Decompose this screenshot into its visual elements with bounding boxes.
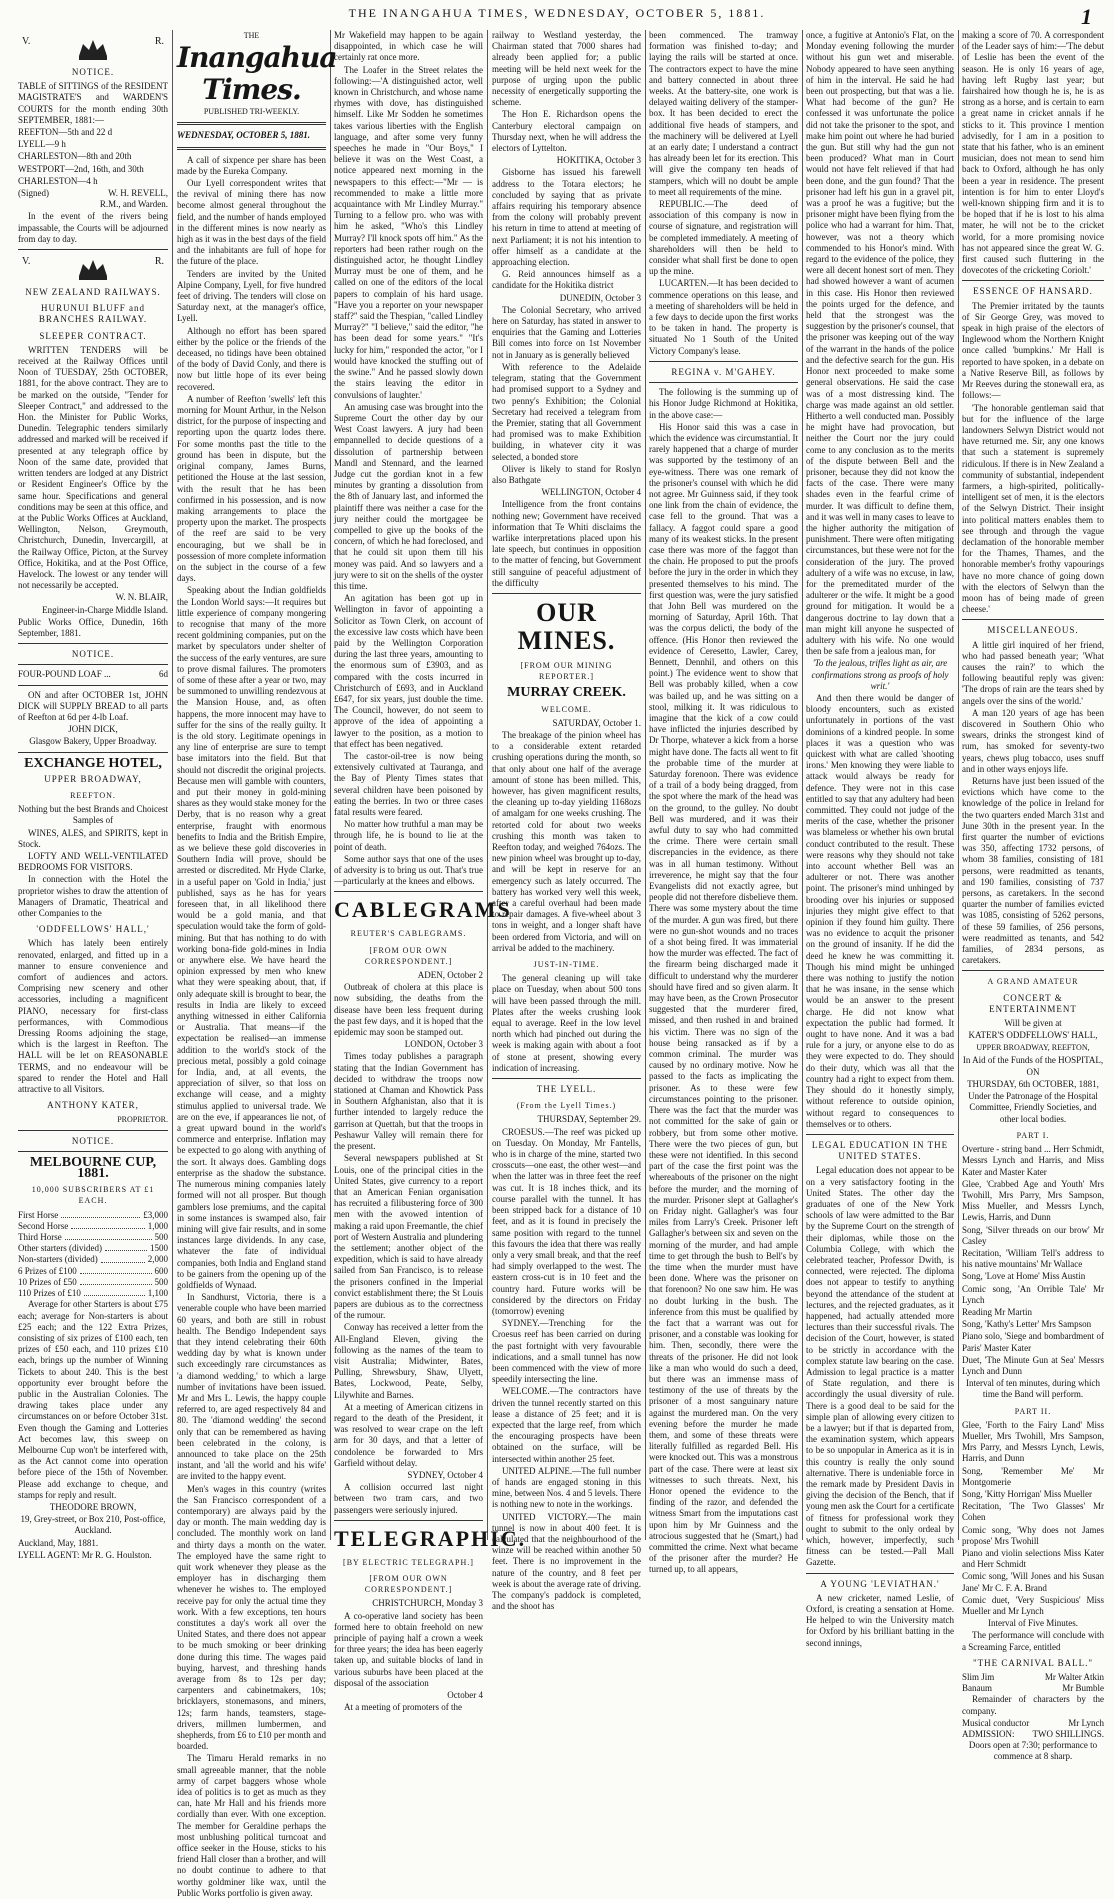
bread-address: Glasgow Bakery, Upper Broadway. [29, 736, 157, 747]
article-paragraph: His Honor said this was a case in which the evidence was circumstantial. It rarely happened that a charge of murder was supported by the testimony of an eye-witness. There was one remark of the prisoner's counsel with which he did not agree. Mr Guinness said, if they took one link from the chain of evidence, the case fell to the ground. That was a fallacy. A faggot could spare a good many of its weakest sticks. In the present case there was more of the faggot than the chain. He proposed to put the proofs before the jury in the order in which they presented themselves to his mind. The first question was, were the jury satisfied that John Bell was murdered on the morning of Saturday, April 16th. That was the corpus delicti, the body of the offence. (His Honor then reviewed the evidence of Ceresetto, Lawler, Carey, Bennett, Dennhil, and others on this point.) The evidence went to show that Bell was probably killed, when a cow was bailed up, and he was sitting on a stool, milking it. It was ridiculous to imagine that the kick of a cow could have inflicted the injuries described by Dr Thorpe, whatever a kick from a horse might have done. The facts all went to fit the probable time of the murder at Saturday forenoon. There was evidence of a trail of a body being dragged, from the spot where the mark of the head was on the ground, to the gulley. No doubt Bell was murdered, and it was their awful duty to say who had committed the crime. There were certain small discrepancies in the evidence, as there was in all human testimony. Without irreverence, he might say that the four Evangelists did not exactly agree, but people did not therefore disbelieve them. There was some mystery about the time of the murder. A gun was fired, but there were no gun-shot wounds and no traces of a shot being fired. It was immaterial how the murder was effected. The fact of the firearm being discharged made it difficult to understand why the murderer should have fired and so given alarm. It may have been, as the Crown Prosecutor suggested that the murderer fired, missed, and then rushed in and brained his victim. There was no sign of the house being ransacked as if by a common criminal. The murder was caused by no ordinary motive. Now he passed to the facts as implicating the prisoner. As to these were few circumstances pointing to the prisoner. There was the fact that the murder was not committed for the sake of gain or robbery, but from some other motive. There were the two pieces of gun, but these were not identified. In this second part of the case the first point was the whereabouts of the prisoner on the night before the murder, and the morning of the murder. Prisoner slept at Gallagher's on Friday night. Gallagher's was four miles from Larry's Creek. Prisoner left Gallagher's between six and seven on the morning of the murder, and had ample time to get through the bush to Bell's by the time when the murder must have been done. Where was the prisoner on that forenoon? No one saw him. He was no doubt lurking in the bush. The inference from this must be qualified by the fact that a warrant was out for prisoner, and a constable was looking for him. Then, secondly, there were the threats of the prisoner. He did not look like a man who would do such a deed, but there was an immense mass of testimony of the use of threats by the prisoner of a most sanguinary nature against the murdered man. On the very evening before the murder he made them, and some of these threats were literally fulfilled as regarded Bell. His were knocked out. This was a monstrous part of the case. There were at least six witnesses to such threats. Next, his Honor opened the evidence to the finding of the razor, and defended the witness Smart from the imputations cast upon him by Mr Guinness and the atrocious suggested that he (Smart,) had committed the crime. Next what became of the prisoner after the murder? He turned up, to all appears, [649, 421, 798, 1575]
dateline-place: SYDNEY, October 4 [407, 1469, 483, 1480]
telegraphic-heading: TELEGRAPHIC. [334, 1525, 527, 1551]
article-paragraph: once, a fugitive at Antonio's Flat, on the Monday evening following the murder without his gun wet and miserable. Nobody appeared to have seen anything of him in the interval. He said he had been out prospecting, but that was a lie. What had become of the gun? He confessed it was unfortunate the police did not take the prisoner to the spot, and make him point out where he had buried the gun. But still why had the gun not been produced? What man in Court would not have felt relieved if that had been done, and the gun found? That the prisoner had left his gun in a gravel pit, was a proof he was a fugitive; but the prisoner might have been flying from the police who had a warrant for him. That, however, was not a theory which commended to his Honor's mind. With regard to the evidence of the police, they were all decent honest sort of men. They had showed however a want of acumen in this case. His Honor then reviewed the points urged for the defence, and held that the strongest was the suggestion by the prisoner's counsel, that the prisoner was keeping out of the way of the warrant in the hands of the police and the defective search for the gun. His Honor next proceeded to make some general observations. He said the case was of a most distressing kind. The charge was made against an old settler. Hitherto a well conducted man. Possibly he might have had provocation, but neither the Court nor the jury could come to any conclusion as to the merits of the dispute between Bell and the prisoner, because they did not know the facts of the case. There were many shades even in the fearful crime of murder. It was difficult to define them, and it was well in many cases to leave to the higher authority the mitigation of punishment. There were often mitigating circumstances, but these were not for the consideration of the jury. The proved adultery of a wife was no excuse, in law, for the premeditated murder of the adulterer or the wife. It might be a good ground for mitigation. It would be a dangerous doctrine to lay down that a man might kill anyone he suspected of adultery with his wife. No one would then be safe from a jealous man, for [806, 30, 954, 657]
prize-table [18, 1210, 168, 1300]
concert-patron: Under the Patronage of the Hospital Committee, Friendly Societies, and other local bodies. [968, 1091, 1098, 1124]
concert-on: ON [1026, 1066, 1040, 1077]
column-7 [962, 30, 1104, 1762]
mines-heading: OUR MINES. [517, 597, 616, 655]
article-paragraph: The Premier irritated by the taunts of Sir George Grey, was moved to speak in high praise of the electors of Inglewood whom the Northern Knight once called 'bumpkins.' Mr Hall is reported to have spoken, in a debate on a Native Reserve Bill, as follows by Mr Reeves during the stonewall era, as follows:— [962, 300, 1104, 401]
article-paragraph: The Colonial Secretary, who arrived here on Saturday, has stated in answer to enquiries that the Gaming and Lotteries Bill comes into force on 1st November not in January as is generally believed [492, 304, 641, 360]
article-paragraph: The castor-oil-tree is now being extensively cultivated at Tauranga, and the Bay of Plenty Times states that several children have been poisoned by eating the berries. In two or three cases fatal results were feared. [334, 751, 483, 818]
column-rule [330, 30, 331, 1540]
column-5 [649, 30, 798, 1575]
prize-row: Second Horse 1,000 [18, 1220, 168, 1231]
program-item: Comic song, 'Will Jones and his Susan Jane' Mr C. F. A. Brand [962, 1571, 1104, 1593]
notice-heading: NOTICE. [71, 67, 115, 77]
article-paragraph: A new cricketer, named Leslie, of Oxford, is creating a sensation at Home. He helped to win the University match for Oxford by his brilliant batting in the second innings, [806, 1592, 954, 1648]
dateline-place: HOKITIKA, October 3 [556, 155, 641, 166]
dateline-place: THURSDAY, September 29. [537, 1114, 641, 1125]
hotel-text: In connection with the Hotel the proprietor wishes to draw the attention of Managers of Dramatic, Theatrical and other Companies to the [18, 874, 168, 918]
cup-subheading: 10,000 SUBSCRIBERS AT £1 EACH. [31, 1185, 155, 1206]
hotel-place: REEFTON. [70, 790, 116, 800]
column-1 [18, 30, 168, 1560]
column-6 [806, 30, 954, 1648]
loaf-price-row: FOUR-POUND LOAF ... 6d [18, 669, 168, 680]
hotel-signature: ANTHONY KATER, [47, 1100, 139, 1111]
royal-crest-header: V. R. [22, 256, 164, 282]
misc-heading: MISCELLANEOUS. [987, 625, 1079, 636]
prize-row: Other starters (divided) 1500 [18, 1243, 168, 1254]
program-item: Song, 'Kathy's Letter' Mrs Sampson [962, 1319, 1092, 1330]
telegraphic-from: [FROM OUR OWN CORRESPONDENT.] [364, 1574, 453, 1595]
admission-row: ADMISSION: TWO SHILLINGS. [962, 1729, 1104, 1740]
railway-heading: NEW ZEALAND RAILWAYS. [25, 287, 161, 298]
royal-crest-icon [73, 256, 113, 282]
article-paragraph: Some author says that one of the uses of adversity is to bring us out. That's true—particularly at the knees and elbows. [334, 853, 483, 887]
article-paragraph: Oliver is likely to stand for Roslyn also Bathgate [492, 463, 641, 485]
article-paragraph: The following is the summing up of his Honor Judge Richmond at Hokitika, in the above case:— [649, 387, 798, 420]
notice-footer: In the event of the rivers being impassable, the Courts will be adjourned from day to day. [18, 211, 168, 244]
railway-body: WRITTEN TENDERS will be received at the Railway Offices until Noon of TUESDAY, 25th OCTOBER, 1881, for the above contract. They are to be marked on the outside, "Tender for Sleeper Contract," and addressed to the Hon. the Minister for Public Works, Dunedin. Telegraphic tenders similarly addressed and marked will be received if presented at any telegraph office by Noon of the same date, provided that written tenders are lodged at any District or Resident Engineer's Office by the same hour. Specifications and general conditions may be seen at this office, and at the Public Works Offices at Auckland, Wellington, Nelson, Greymouth, Christchurch, Dunedin, Invercargill, at the Railway Office, Picton, at the Survey Office, Hokitika, and at the Post Office, Havelock. The lowest or any tender will not necessarily be accepted. [18, 344, 168, 591]
article-paragraph: Returns have just been issued of the evictions which have come to the knowledge of the police in Ireland for the two quarters ended March 31st and June 30th in the present year. In the first quarter the number of evictions was 350, affecting 1732 persons, of whom 38 families, consisting of 181 persons, were readmitted as tenants, and 190 families, consisting of 737 persons, as caretakers. In the second quarter the number of families evicted was 1085, consisting of 5262 persons, of these 59 families, of 256 persons, were readmitted as tenants, and 542 families, of 2834 persons, as caretakers. [962, 776, 1104, 966]
article-paragraph: SYDNEY.—Trenching for the Croesus reef has been carried on during the past fortnight with very favourable indications, and a small tunnel has now been commenced with the view of more speedily intersecting the line. [492, 1318, 641, 1385]
article-paragraph: REPUBLIC.—The deed of association of this company is now in course of signature, and registration will be completed immediately. A meeting of shareholders will then be held to consider what shall first be done to open up the mine. [649, 199, 798, 277]
column-3 [334, 30, 527, 1713]
column-rule [172, 30, 173, 1540]
railway-signature: W. N. BLAIR, [115, 592, 168, 603]
article-quote: 'To the jealous, trifles light as air, are confirmations strong as proofs of holy writ.' [811, 658, 949, 691]
dateline: WEDNESDAY, OCTOBER 5, 1881. [177, 130, 311, 141]
article-paragraph: LUCARTEN.—It has been decided to commence operations on this lease, and a meeting of shareholders will be held in a few days to decide upon the first works to be taken in hand. The property is situated No 1 South of the United Victory Company's lease. [649, 278, 798, 356]
article-paragraph: The Hon E. Richardson opens the Canterbury electoral campaign on Thursday next, when he will address the electors of Lyttelton. [492, 109, 641, 154]
notice-heading: NOTICE. [71, 1135, 115, 1146]
cast-note: Remainder of characters by the company. [962, 1694, 1104, 1716]
column-rule [645, 30, 646, 1540]
notice-heading: NOTICE. [71, 649, 115, 660]
concert-date: THURSDAY, 6th OCTOBER, 1881, [967, 1079, 1099, 1090]
concert-hall: KATER'S ODDFELLOWS' HALL, [968, 1030, 1098, 1041]
article-paragraph: UNITED ALPINE.—The full number of hands are engaged stoning in this mine, between Nos. 4 and 5 levels. There is nothing new to note in the workings. [492, 1465, 641, 1510]
program-item: Song, 'Silver threads on our brow' Mr Casley [962, 1224, 1104, 1246]
lyell-heading: THE LYELL. [536, 1084, 597, 1095]
cup-address: 19, Grey-street, or Box 210, Post-office, Auckland. [20, 1514, 166, 1536]
cup-text: Average for other Starters is about £75 each; average for Non-starters is about £25 each; and the 122 Extra Prizes, consisting of six prizes of £100 each, ten prizes of £50 each, and 110 prizes £10 each, brings up the number of Winning Tickets to about 240. This is the best opportunity ever brought before the public in the Australian Colonies. The drawing takes place under any circumstances on or before October 31st. Even though the Gaming and Lotteries Act becomes law, this sweep on Melbourne Cup won't be interfered with, as the Act cannot come into operation before piece of the 15th of November. Please add exchange to cheque, and stamps for reply and result. [18, 1299, 168, 1500]
article-paragraph: With reference to the Adelaide telegram, stating that the Government had promised support to a Sydney and two penny's Exhibition; the Colonial Secretary had received a telegram from the Premier, stating that all Government had promised was to make Exhibition building, in whatever city it was selected, a bonded store [492, 361, 641, 462]
essence-heading: ESSENCE OF HANSARD. [973, 286, 1093, 297]
dateline-place: LONDON, October 3 [404, 1039, 483, 1050]
part-two-heading: PART II. [1014, 1406, 1052, 1416]
hotel-text: Nothing but the best Brands and Choicest Samples of [18, 804, 168, 826]
hotel-subheading: UPPER BROADWAY, [44, 773, 142, 784]
cup-signature: THEODORE BROWN, [49, 1501, 137, 1512]
article-paragraph: An agitation has been got up in Wellington in favor of appointing a Solicitor as Town Clerk, on account of the excessive law costs which have been paid by the Wellington Corporation during the last three years, amounting to the enormous sum of £3903, and as compared with the costs incurred in Christchurch of £693, and in Auckland £647, for six years, just double the time. The Council, however, do not seem to approve of the idea of appointing a lawyer to the position, as a motion to that effect has been negatived. [334, 593, 483, 749]
part-one-heading: PART I. [1016, 1130, 1050, 1140]
article-paragraph: Conway has received a letter from the All-England Eleven, giving the following as the names of the team to visit Australia; Midwinter, Bates, Pulling, Shrewsbury, Shaw, Ulyett, Bates, Lockwood, Peate, Selby, Lilywhite and Barnes. [334, 1322, 483, 1400]
dateline-place: CHRISTCHURCH, Monday 3 [372, 1598, 483, 1609]
prize-row: First Horse £3,000 [18, 1209, 168, 1220]
cablegrams-sub: REUTER'S CABLEGRAMS. [350, 929, 467, 939]
railway-subheading: HURUNUI BLUFF and BRANCHES RAILWAY. [38, 303, 148, 325]
page-masthead [0, 6, 1114, 28]
article-paragraph: At a meeting of promoters of the [344, 1702, 462, 1713]
article-paragraph: G. Reid announces himself as a candidate for the Hokitika district [492, 269, 641, 291]
lyell-from: (From the Lyell Times.) [516, 1101, 617, 1111]
article-paragraph: Tenders are invited by the United Alpine Company, Lyell, for five hundred feet of driving. The tenders will close on Saturday next, at the manager's office, Lyell. [177, 268, 326, 324]
article-paragraph: Legal education does not appear to be on a very satisfactory footing in the United States. The other day the graduates of one of the New York schools of law were admitted to the Bar by the Supreme Court on the strength of their diplomas, while those on the Columbia College, with which the celebrated teacher, Professor Dwith, is connected, were rejected. The diploma does not appear to testify to anything beyond the attendance of the student at lectures, and the rejected graduates, as it happened, had actually attended more lectures than their successful rivals. The decision of the Court, however, is stated to be strictly in accordance with the complex statute law bearing on the case. Admission to legal practice is a matter of State regulation, and there is accordingly the usual diversity of rule. There is a good deal to be said for the simple plan of allowing every citizen to be a lawyer; but if that is departed from, the examination system, which appears to be so unpopular in America as it is in this country is really the only sound alternative. There is undeniable force in the remark made by President Davis in giving the decision of the Bench, that if young men ask the Court for a certificate of fitness for professional work they ought to submit to the only ordeal by which, however, imperfectly, such fitness can be tested.—Pall Mall Gazette. [806, 1165, 954, 1568]
program-item: Duet, 'The Minute Gun at Sea' Messrs Lynch and Dunn [962, 1354, 1104, 1376]
article-paragraph: The general cleaning up will take place on Tuesday, when about 500 tons will have been passed through the mill. Plates after the weeks crushing look equal to average. Reef in the low level north which had pinched out during the week is making again with about a foot of stone at present, showing every indication of increasing. [492, 973, 641, 1073]
bread-notice: ON and after OCTOBER 1st, JOHN DICK will SUPPLY BREAD to all parts of Reefton at 6d per 4-lb Loaf. [18, 689, 168, 722]
sitting-item: WESTPORT—2nd, 16th, and 30th [18, 163, 144, 174]
article-paragraph: And then there would be danger of bloody encounters, such as existed unfortunately in portions of the vast dominions of a kindred people. In some places it was a question who was quickest with what are called 'shooting irons.' Men knowing they were liable to attack would always be ready for defence. They were not in this case entitled to say that any adultery had been committed. They could not judge of the merits of the case, whether the prisoner was blameless or whether his own brutal conduct contributed to the result. These were reasons why they should not take into account whether Bell was an adulterer or not. There was another point. The prisoner's mind unhinged by brooding over his injuries or supposed injuries they might give effect to that opinion if they found him guilty. There was no evidence to acquit the prisoner on the ground of insanity. If he did the deed he knew he was committing it. Though his mind might be unhinged there was nothing to justify the notion that he was insane, in the sense which would be an answer to the present charge. He did not know what expectation the public had formed. It ought to have none. And it was a bad rule for a jury, or anyone else to do as they were expected to do. They should do their duty, which was all that the country had a right to expect from them. They should do it honestly simply, without reference to outside opinion, without regard to consequences to themselves or to others. [806, 692, 954, 1129]
article-paragraph: A little girl inquired of her friend, who had passed beneath year; 'What causes the rain?' to which the following beautiful reply was given: 'The drops of rain are the tears shed by angels over the sins of the world.' [962, 639, 1104, 706]
title-the: THE [243, 31, 260, 40]
sitting-item: CHARLESTON—4 h [18, 175, 98, 186]
telegraphic-sub: [BY ELECTRIC TELEGRAPH.] [343, 1557, 474, 1567]
cup-date: Auckland, May, 1881. [18, 1537, 99, 1548]
doors-note: Doors open at 7:30; performance to commence at 8 sharp. [968, 1740, 1098, 1762]
legal-heading: LEGAL EDUCATION IN THE UNITED STATES. [811, 1139, 949, 1162]
royal-crest-icon [73, 36, 113, 62]
cup-heading: MELBOURNE CUP, 1881. [29, 1154, 157, 1182]
column-2 [177, 30, 337, 1898]
conductor-row: Musical conductor Mr Lynch [962, 1717, 1104, 1728]
hotel-text: WINES, ALES, and SPIRITS, kept in Stock. [18, 827, 168, 849]
mines-from: [FROM OUR MINING REPORTER.] [520, 660, 613, 682]
railway-sig-title: Engineer-in-Charge Middle Island. [42, 604, 168, 615]
concert-pre: A GRAND AMATEUR [987, 977, 1079, 987]
cablegrams-heading: CABLEGRAMS [334, 897, 512, 923]
article-paragraph: A call of sixpence per share has been made by the Eureka Company. [177, 154, 326, 176]
dateline-place: DUNEDIN, October 3 [559, 292, 641, 303]
program-item: Recitation, 'The Two Glasses' Mr Cohen [962, 1501, 1104, 1523]
program-item: Comic song, 'An Orrible Tale' Mr Lynch [962, 1283, 1104, 1305]
just-in-time-heading: JUST-IN-TIME. [533, 960, 600, 970]
article-paragraph: The Timaru Herald remarks in no small agreeable manner, that the noble army of carpet baggers whose whole idea of politics is to get as much as they can, hate Mr Hall and his friends more cordially than ever. With one exception. The member for Geraldine perhaps the most unblushing political turncoat and office seeker in the House, sticks to his friend Hall closer than a brother, and will no doubt continue to adhere to that worthy goldminer like wax, until the Public Works portfolio is given away. [177, 1753, 326, 1898]
regina-heading: REGINA v. M'GAHEY. [671, 366, 776, 377]
program-item: Song, 'Remember Me' Mr Montgomerie [962, 1465, 1104, 1487]
page-number: 1 [1081, 4, 1092, 29]
article-paragraph: The breakage of the pinion wheel has to a considerable extent retarded crushing operations during the month, so that only about one half of the average amount of stone has been milled. This, however, has given magnificent results, the cleaning up to-day yielding 1168ozs of amalgam for one weeks crushing. The retorted cold for about two weeks crushing this month was taken to Reefton today, and weighed 764ozs. The new pinion wheel was brought up to-day, and will be kept in reserve for an emergency such as lately occurred. The battery has worked very well this week, after a careful overhaul had been made to repair damages. A five-wheel about 3 tons in weight, and a longer shaft have been ordered from Victoria, and will on arrival be added to the machinery. [492, 729, 641, 953]
hotel-proprietor: PROPRIETOR. [117, 1115, 168, 1125]
column-rule [958, 30, 959, 1540]
welcome-heading: WELCOME. [541, 704, 592, 714]
cablegrams-from: [FROM OUR OWN CORRESPONDENT.] [364, 945, 453, 966]
program-item: Piano and violin selections Miss Kater and Herr Schmidt [962, 1548, 1104, 1570]
bread-signature: JOHN DICK, [68, 724, 118, 735]
cast-row: Slim Jim Mr Walter Atkin [962, 1672, 1104, 1683]
railway-date: Public Works Office, Dunedin, 16th September, 1881. [18, 616, 168, 638]
program-item: Glee, 'Forth to the Fairy Land' Miss Mueller, Mrs Twohill, Mrs Sampson, Mrs Parry, and Messrs Lynch, Lewis, Harris, and Dunn [962, 1419, 1104, 1464]
article-paragraph: 'The honorable gentleman said that but for the influence of the large landowners Selwyn District would not have returned me. Sir, any one knows that such a statement is supremely ridiculous. If there is in New Zealand a community of substantial, independent farmers, a high-spirited, politically-intelligent set of men, it is the electors of the Selwyn District. Their insight into political matters enables them to see through and through the vague declamation of the honorable member for the Thames, Thames, and the honorable member's frothy vapourings have no more chance of going down with the electors of Selwyn than the moon has of being made of green cheese.' [962, 402, 1104, 615]
program-item: Song, 'Kitty Horrigan' Miss Mueller [962, 1488, 1092, 1499]
program-item: Comic song, 'Why does not James propose' Mrs Twohill [962, 1524, 1104, 1546]
article-paragraph: making a score of 70. A correspondent of the Leader says of him:—'The debut of Leslie has been the event of the season. He is only 16 years of age, having left Rugby last year; but fairshaired how though he is, he is as strong as a horse, and is certain to earn a great name in cricket annals if he sticks to it. This province I mention advisedly, for I am in a position to state that his father, who is an eminent musician, does not mean to send him back to Oxford, although he has only been a year in residence. The present intention is for him to enter Lloyd's well-known shipping firm and it is to be hoped that if he is lost to his alma mater, he will not be to the cricket world, for a more promising novice has not appeared since the great W. G. first caused such fluttering in the dovecotes of the cricketing Coriolt.' [962, 30, 1104, 276]
article-paragraph: Intelligence from the front contains nothing new; Government have received information that Te Whiti disclaims the warlike interpretations placed upon his late speech, but continues in opposition to the matter of fencing, but Government still sanguine of peaceful adjustment of the difficulty [492, 499, 641, 588]
article-paragraph: Speaking about the Indian goldfields the London World says:—It requires but little experience of company mongering to recognise that many of the more recent goldmining companies, put on the market by speculators under shelter of the success of the early ventures, are sure to prove dismal failures. The promoters of some of these after a year or two, may be summoned to unwilling rendezvous at the Mansion House, and, as often happens, the more innocent may have to suffer for the sins of the really guilty. It is the old story. Legitimate openings in any line of enterprise are sure to tempt base imitators into the field. But that should not discredit the original projects. Because men will gamble with counters, and put their money in gold-mining shares as they would stake money for the Derby, that is no reason why a great enterprise, fraught with enormous benefits to India and the British Empire, as we believe these gold discoveries in Southern India will prove, should be arrested or discredited. Mr Hyde Clarke, in a useful paper on 'Gold in India,' just published, says as he has for years foreseen that, in all likelihood there would be a gold mania, and that speculation would take the form of gold-mining. But that has nothing to do with working bona-fide gold-mines in India or anywhere else. We have heard the opinion expressed by men who knew what they were speaking about, that, if only adequate skill is brought to bear, the results in India are likely to exceed anything witnessed in either California or Australia. That means—if the expectation be realised—an immense addition to the world's stock of the precious metal, possibly a gold coinage for India, and, at all events, the appreciation of silver, so that loss on exchange will cease, and a mighty stimulus applied to universal trade. We are on the eve, if appearances lie not, of a great upward bound in the world's commerce and enterprise. Inflation may be expected to go along with anything of the sort. It always does. Gambling dogs enterprise as the shadow the substance. The numerous mining companies lately formed will not all prosper. But though gamblers lose premiums, and the capital in some instances is swamped also, fair mining will give fair results, and in some instances large dividends. In any case, whatever the fate of individual companies, both India and England stand to be gainers from the opening up of the goldfields of Wynaad. [177, 585, 326, 1290]
program-item: Overture - string band ... Herr Schmidt, Messrs Lynch and Harris, and Miss Kater and Master Kater [962, 1144, 1104, 1177]
article-paragraph: Gisborne has issued his farewell address to the Totara electors; he concluded by saying that as private affairs requiring his temporary absence from the colony will probably prevent his return in time to attend at meeting of next Parliament; it is not his intention to offer himself as a candidate at the approaching election. [492, 167, 641, 268]
cast-row: Banaum Mr Bumble [962, 1683, 1104, 1694]
farce-intro: The performance will conclude with a Screaming Farce, entitled [962, 1630, 1104, 1652]
column-rule [487, 30, 488, 1540]
article-paragraph: Mr Wakefield may happen to be again disappointed, in which case he will certainly rat once more. [334, 30, 483, 63]
dateline-place: October 4 [447, 1690, 483, 1701]
cup-agent: LYELL AGENT: Mr R. G. Houlston. [18, 1549, 152, 1560]
railway-contract: SLEEPER CONTRACT. [39, 330, 147, 341]
newspaper-columns [18, 30, 1104, 1898]
article-paragraph: WELCOME.—The contractors have driven the tunnel recently started on this lease a distance of 25 feet; and it is expected that the large reef, from which the encouraging prospects have been obtained on the surface, will be intersected within another 25 feet. [492, 1386, 641, 1464]
article-paragraph: Several newspapers published at St Louis, one of the principal cities in the United States, give currency to a report that an American Fenian organisation has recruited a filibustering force of 300 men with the avowed intention of making a raid upon Freemantle, the chief port of Western Australia and plundering the settlement; another object of the expedition, which is said to have already sailed from San Francisco, is to release the prisoners confined in the Imperial convict establishment there; the St Louis papers are dubious as to the correctness of the rumour. [334, 1153, 483, 1321]
hotel-hall: 'ODDFELLOWS' HALL,' [36, 924, 150, 935]
sitting-item: CHARLESTON—8th and 20th [18, 151, 132, 162]
column-4 [492, 30, 641, 1612]
hotel-heading: EXCHANGE HOTEL, [24, 755, 162, 771]
royal-crest-header: V. R. [22, 36, 164, 62]
program-item: Reading Mr Martin [962, 1306, 1032, 1317]
column-rule [802, 30, 803, 1540]
concert-street: UPPER BROADWAY, REEFTON, [976, 1043, 1090, 1053]
prize-row: Third Horse 500 [18, 1232, 168, 1243]
program-item: Song, 'Love at Home' Miss Austin [962, 1271, 1086, 1282]
article-paragraph: UNITED VICTORY.—The main tunnel is now in about 400 feet. It is calculated that the neighbourhood of the winze will be reached within another 50 feet. There is no improvement in the nature of the country, and 8 feet per week is about the average rate of driving. The company's paddock is completed, and the shoot has [492, 1511, 641, 1612]
article-paragraph: been commenced. The tramway formation was finished to-day; and laying the rails will be started at once. The contractors expect to have the mine and battery connected in about three weeks. At the battery-site, one work is delayed waiting delivery of the stamper-box. It has been decided to erect the additional five heads of stampers, and the machinery will be delivered at Lyell at an early date; I understand a contract has already been let for its erection. This will give the company ten heads of stampers, which will no doubt be ample to meet all requirements of the mine. [649, 30, 798, 197]
signed-label: (Signed) [18, 188, 49, 199]
article-paragraph: CROESUS.—The reef was picked up on Tuesday. On Monday, Mr Fantells, who is in charge of the mine, started two crosscuts—one east, the other west—and when the latter was in three feet the reef was cut. It is 18 inches thick, and its course parallel with the tunnel. It has been stripped back for a distance of 10 feet, and as it is found in precisely the same position with regard to the tunnel this favours the idea that there was really only a very small break, and that the reef had simply overlapped to the west. The eastern cross-cut is in 10 feet and the country hard. Future works will be considered by the directors on Friday (tomorrow) evening [492, 1126, 641, 1316]
article-paragraph: A number of Reefton 'swells' left this morning for Mount Arthur, in the Nelson district, for the purpose of inspecting and reporting upon the quartz lodes there. For some months past the title to the ground has been in dispute, but the original company, James Burns, petitioned the House at the last session, with the result that he has been confirmed in his possession, and is now making arrangements to place the property upon the market. The prospects of the reef are said to be very encouraging, but we shall be in possession of more complete information on the subject in the course of a few days. [177, 393, 326, 584]
article-paragraph: Men's wages in this country (writes the San Francisco correspondent of a contemporary) are always paid by the day or month. The main wedding day is concluded. The monthly work on land and thirty days a month on the water. The employed have the same right to quit work whenever they please as the employer has in discharging them whenever he wishes to. The employed receive pay for only the actual time they work. With a few exceptions, ten hours constitutes a day's work all over the United States, and there does not appear to be much smoking or beer drinking done during this time. The wages paid buying, harvest, and threshing hands average from 8s to 12s per day; carpenters and cabinetmakers, 10s; bricklayers, stonemasons, and miners, 12s; farm hands, teamsters, stage-drivers, millmen lumbermen, and shepherds, from £6 to £10 per month and boarded. [177, 1483, 326, 1752]
program-item: Piano solo, 'Siege and bombardment of Paris' Master Kater [962, 1331, 1104, 1353]
hotel-text: LOFTY AND WELL-VENTILATED BEDROOMS FOR VISITORS. [18, 850, 168, 873]
hotel-text: Which has lately been entirely renovated, enlarged, and fitted up in a manner to ensure convenience and comfort of audiences and actors. Comprising new scenery and other accessories, including a magnificent PIANO, necessary for first-class performances, with Commodious Dressing Rooms adjoining the stage, which is the largest in Reefton. The HALL will be let on REASONABLE TERMS, and no endeavour will be spared to render the Hotel and Hall attractive to all Visitors. [18, 938, 168, 1095]
article-paragraph: An amusing case was brought into the Supreme Court the other day by our West Coast lawyers. A jury had been empannelled to decide questions of a dissolution of partnership between Mandl and Stennard, and the learned Judge cut the gordian knot in a few minutes by granting a dissolution from the 8th of January last, and informed the plaintiff there was neither a case for the jury neither could the mortgagee be compelled to give up the books of the concern, of which he had foreclosed, and that he could sit upon them till his money was paid. And so lawyers and a jury were to sit on the shells of the oyster this time. [334, 401, 483, 591]
concert-aid: In Aid of the Funds of the HOSPITAL, [962, 1054, 1104, 1065]
article-paragraph: A man 120 years of age has been discovered in Southern Ohio who swears, drinks the strongest kind of rum, has smoked for seventy-two years, chews plug tobacco, uses snuff and in other ways enjoys life. [962, 707, 1104, 774]
young-heading: A YOUNG 'LEVIATHAN.' [820, 1578, 940, 1589]
running-header: THE INANGAHUA TIMES, WEDNESDAY, OCTOBER 5, 1881. [348, 6, 766, 20]
article-paragraph: A collision occurred last night between two tram cars, and two passengers were seriously injured. [334, 1482, 483, 1515]
dateline-place: ADEN, October 2 [417, 970, 483, 981]
article-paragraph: The Loafer in the Street relates the following:—'A distinguished actor, well known in Christchurch, and whose name rhymes with dove, has distinguished himself. Like Mr Sodden he sometimes takes various liberties with the English language, and after some very funny speeches he made in "Our Boys," I believe it was on the West Coast, a notice appeared next morning in the newspapers to this effect:—"Mr — is recommended to make a little more acquaintance with Mr Lindley Murray." Turning to a fellow pro. who was with him he asked, "Who's this Lindley Murray? I'll knock spots off him." As the reporters had been rather rough on the distinguished actor, he thought Lindley Murray must be one of them, and he called on one of the editors of the local papers to complain of his hard usage. "Have you a reporter on your newspaper staff?" said the Thespian, "called Lindley Murray?" "I believe," said the editor, "he has been dead for some years." "It's lucky for him," responded the actor, "or I would have knocked the stuffing out of the swine." And he passed slowly down the stairs leaving the editor in convulsions of laughter.' [334, 64, 483, 400]
article-paragraph: Our Lyell correspondent writes that the revival of mining there has now become almost general throughout the field, and the number of hands employed in the different mines is now nearly as high as it was in the best days of the field and the inhabitants are full of hope for the future of the place. [177, 178, 326, 267]
sitting-item: LYELL—9 h [18, 139, 66, 150]
concert-line: Will be given at [1004, 1018, 1062, 1029]
article-paragraph: railway to Westland yesterday, the Chairman stated that 7000 shares had already been applied for; a public meeting will be held next week for the purpose of urging upon the public necessity of energetically supporting the scheme. [492, 30, 641, 108]
prize-row: 6 Prizes of £100 600 [18, 1265, 168, 1276]
article-paragraph: In Sandhurst, Victoria, there is a venerable couple who have been married 60 years, and both are still in robust health. The Bendigo Independent says that they intend celebrating their 60th wedding day by what is known under such exceedingly rare circumstances as 'a diamond wedding,' to which a large number of invitations have been issued. Mr and Mrs L. Lewis, the happy couple referred to, are aged respectively 84 and 80. The 'diamond wedding' the second only that can be remembered as having been celebrated in the colony, is announced to take place on the 25th instant, and 'all the world and his wife' are invited to the happy event. [177, 1292, 326, 1482]
prize-row: Non-starters (divided) 2,000 [18, 1254, 168, 1265]
dateline-place: SATURDAY, October 1. [552, 717, 641, 728]
prize-row: 110 Prizes of £10 1,100 [18, 1288, 168, 1299]
signature-title: R.M., and Warden. [99, 199, 168, 210]
farce-title: "THE CARNIVAL BALL." [972, 1657, 1094, 1668]
notice-text: TABLE of SITTINGS of the RESIDENT MAGISTRATE'S and WARDEN'S COURTS for the month ending 30th SEPTEMBER, 1881:— [18, 81, 168, 125]
paper-title: Inangahua Times. [177, 41, 337, 107]
article-paragraph: A co-operative land society has been formed here to obtain freehold on new principle of paying half a crown a week for three years; the idea has been eagerly taken up, and suitable blocks of land in various suburbs have been placed at the disposal of the association [334, 1610, 483, 1688]
article-paragraph: At a meeting of American citizens in regard to the death of the President, it was resolved to wear crape on the left arm for 30 days, and that a letter of condolence be forwarded to Mrs Garfield without delay. [334, 1401, 483, 1468]
published-line: PUBLISHED TRI-WEEKLY. [203, 107, 300, 117]
concert-heading: CONCERT & ENTERTAINMENT [989, 992, 1077, 1014]
interval-note: Interval of Five Minutes. [988, 1618, 1078, 1629]
program-item: Comic duet, 'Very Suspicious' Miss Mueller and Mr Lynch [962, 1594, 1104, 1617]
dateline-place: WELLINGTON, October 4 [541, 487, 641, 498]
article-paragraph: Although no effort has been spared either by the police or the friends of the deceased, no tidings have been obtained of the body of David Conly, and there is now but little hope of its ever being recovered. [177, 325, 326, 392]
article-paragraph: No matter how truthful a man may be through life, he is bound to lie at the point of death. [334, 819, 483, 852]
program-item: Glee, 'Crabbed Age and Youth' Mrs Twohill, Mrs Parry, Mrs Sampson, Miss Mueller, and Messrs Lynch, Lewis, Harris, and Dunn [962, 1178, 1104, 1223]
interval-note: Interval of ten minutes, during which time the Band will perform. [966, 1378, 1100, 1400]
program-item: Recitation, 'William Tell's address to his native mountains' Mr Wallace [962, 1247, 1104, 1270]
sitting-item: REEFTON—5th and 22 d [18, 127, 113, 138]
prize-row: 10 Prizes of £50 500 [18, 1276, 168, 1287]
article-paragraph: Outbreak of cholera at this place is now subsiding, the deaths from the disease have been less frequent during the past few days, and it is hoped that the epidemic may soon be stamped out. [334, 982, 483, 1038]
article-paragraph: Times today publishes a paragraph stating that the Indian Government has decided to withdraw the troops now stationed at Chaman and Khowtick Pass in Southern Afghanistan, also that it is further intended to largely reduce the garrison at Quettah, but that the troops in Peshawur Valley will remain there for the present. [334, 1051, 483, 1152]
signature: W. H. REVELL, [108, 188, 168, 199]
murray-creek-heading: MURRAY CREEK. [507, 685, 626, 701]
